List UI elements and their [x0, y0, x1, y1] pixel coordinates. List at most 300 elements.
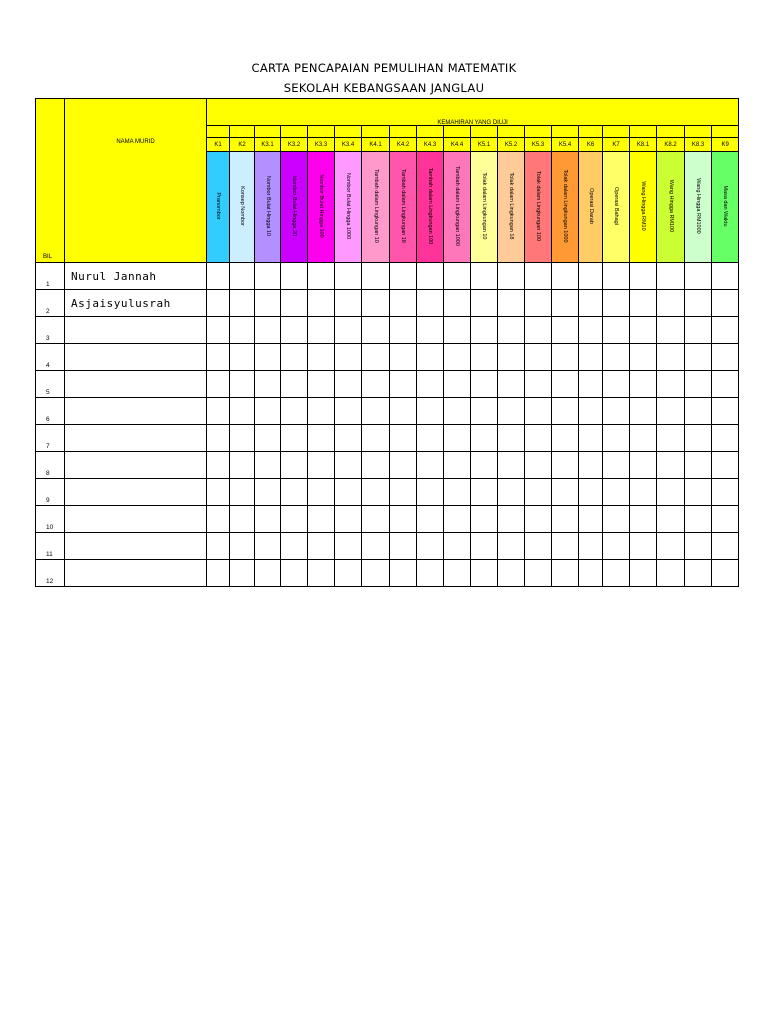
- score-cell[interactable]: [685, 317, 712, 344]
- score-cell[interactable]: [255, 263, 281, 290]
- score-cell[interactable]: [579, 344, 603, 371]
- score-cell[interactable]: [362, 560, 390, 587]
- score-cell[interactable]: [630, 398, 657, 425]
- student-name-cell[interactable]: Nurul Jannah: [65, 263, 207, 290]
- score-cell[interactable]: [603, 533, 630, 560]
- score-cell[interactable]: [207, 425, 230, 452]
- score-cell[interactable]: [657, 425, 685, 452]
- score-cell[interactable]: [207, 560, 230, 587]
- score-cell[interactable]: [712, 371, 739, 398]
- score-cell[interactable]: [712, 290, 739, 317]
- score-cell[interactable]: [712, 317, 739, 344]
- score-cell[interactable]: [335, 290, 362, 317]
- score-cell[interactable]: [444, 560, 471, 587]
- score-cell[interactable]: [712, 560, 739, 587]
- score-cell[interactable]: [255, 425, 281, 452]
- score-cell[interactable]: [471, 344, 498, 371]
- score-cell[interactable]: [308, 560, 335, 587]
- score-cell[interactable]: [657, 398, 685, 425]
- score-cell[interactable]: [255, 290, 281, 317]
- student-name-cell[interactable]: [65, 344, 207, 371]
- score-cell[interactable]: [657, 371, 685, 398]
- score-cell[interactable]: [390, 344, 417, 371]
- score-cell[interactable]: [471, 290, 498, 317]
- table-row: [36, 290, 739, 317]
- skill-label: Operasi Bahagi: [613, 187, 619, 225]
- score-cell[interactable]: [525, 344, 552, 371]
- score-cell[interactable]: [417, 371, 444, 398]
- score-cell[interactable]: [281, 290, 308, 317]
- score-cell[interactable]: [308, 398, 335, 425]
- score-cell[interactable]: [471, 452, 498, 479]
- row-number: 3: [36, 317, 65, 344]
- score-cell[interactable]: [579, 506, 603, 533]
- score-cell[interactable]: [207, 344, 230, 371]
- score-cell[interactable]: [579, 479, 603, 506]
- score-cell[interactable]: [712, 533, 739, 560]
- score-cell[interactable]: [362, 425, 390, 452]
- student-name-cell[interactable]: [65, 398, 207, 425]
- score-cell[interactable]: [281, 344, 308, 371]
- score-cell[interactable]: [579, 452, 603, 479]
- score-cell[interactable]: [308, 533, 335, 560]
- score-cell[interactable]: [685, 479, 712, 506]
- student-name-cell[interactable]: [65, 506, 207, 533]
- score-cell[interactable]: [255, 479, 281, 506]
- score-cell[interactable]: [444, 506, 471, 533]
- skill-code: K3.4: [335, 138, 362, 152]
- score-cell[interactable]: [685, 344, 712, 371]
- skill-code: K5.2: [498, 138, 525, 152]
- score-cell[interactable]: [712, 425, 739, 452]
- skill-code: K6: [579, 138, 603, 152]
- score-cell[interactable]: [230, 533, 255, 560]
- score-cell[interactable]: [552, 263, 579, 290]
- score-cell[interactable]: [712, 263, 739, 290]
- school-name: SEKOLAH KEBANGSAAN JANGLAU: [283, 81, 485, 95]
- score-cell[interactable]: [390, 560, 417, 587]
- score-cell[interactable]: [471, 479, 498, 506]
- score-cell[interactable]: [335, 425, 362, 452]
- score-cell[interactable]: [498, 506, 525, 533]
- score-cell[interactable]: [230, 344, 255, 371]
- score-cell[interactable]: [444, 317, 471, 344]
- score-cell[interactable]: [603, 344, 630, 371]
- score-cell[interactable]: [417, 263, 444, 290]
- score-cell[interactable]: [444, 533, 471, 560]
- score-cell[interactable]: [230, 398, 255, 425]
- score-cell[interactable]: [255, 344, 281, 371]
- skill-label-cell: [390, 152, 417, 263]
- score-cell[interactable]: [471, 425, 498, 452]
- score-cell[interactable]: [230, 560, 255, 587]
- score-cell[interactable]: [207, 263, 230, 290]
- student-name-cell[interactable]: [65, 425, 207, 452]
- student-name-cell[interactable]: Asjaisyulusrah: [65, 290, 207, 317]
- score-cell[interactable]: [603, 452, 630, 479]
- score-cell[interactable]: [471, 263, 498, 290]
- skill-label-cell: [603, 152, 630, 263]
- score-cell[interactable]: [390, 533, 417, 560]
- score-cell[interactable]: [525, 506, 552, 533]
- skill-label: Pranombor: [215, 192, 221, 220]
- score-cell[interactable]: [390, 506, 417, 533]
- skill-label-cell: [630, 152, 657, 263]
- score-cell[interactable]: [308, 371, 335, 398]
- score-cell[interactable]: [255, 452, 281, 479]
- row-number: 2: [36, 290, 65, 317]
- score-cell[interactable]: [603, 290, 630, 317]
- skill-spacer-cell: [685, 126, 712, 138]
- score-cell[interactable]: [552, 317, 579, 344]
- score-cell[interactable]: [308, 344, 335, 371]
- score-cell[interactable]: [552, 452, 579, 479]
- score-cell[interactable]: [657, 452, 685, 479]
- score-cell[interactable]: [657, 317, 685, 344]
- score-cell[interactable]: [335, 317, 362, 344]
- score-cell[interactable]: [390, 479, 417, 506]
- score-cell[interactable]: [255, 317, 281, 344]
- score-cell[interactable]: [417, 533, 444, 560]
- score-cell[interactable]: [207, 290, 230, 317]
- score-cell[interactable]: [335, 506, 362, 533]
- score-cell[interactable]: [657, 506, 685, 533]
- student-name-cell[interactable]: [65, 317, 207, 344]
- score-cell[interactable]: [230, 452, 255, 479]
- score-cell[interactable]: [281, 317, 308, 344]
- score-cell[interactable]: [444, 425, 471, 452]
- score-cell[interactable]: [552, 290, 579, 317]
- score-cell[interactable]: [207, 371, 230, 398]
- score-cell[interactable]: [230, 263, 255, 290]
- score-cell[interactable]: [207, 506, 230, 533]
- skill-code: K4.2: [390, 138, 417, 152]
- score-cell[interactable]: [603, 398, 630, 425]
- row-number: 11: [36, 533, 65, 560]
- score-cell[interactable]: [657, 560, 685, 587]
- skill-label-cell: [207, 152, 230, 263]
- score-cell[interactable]: [603, 506, 630, 533]
- score-cell[interactable]: [230, 506, 255, 533]
- score-cell[interactable]: [255, 506, 281, 533]
- score-cell[interactable]: [498, 452, 525, 479]
- skill-spacer-cell: [603, 126, 630, 138]
- score-cell[interactable]: [417, 425, 444, 452]
- score-cell[interactable]: [657, 290, 685, 317]
- score-cell[interactable]: [281, 506, 308, 533]
- score-cell[interactable]: [630, 344, 657, 371]
- row-number: 7: [36, 425, 65, 452]
- score-cell[interactable]: [230, 425, 255, 452]
- score-cell[interactable]: [335, 263, 362, 290]
- score-cell[interactable]: [630, 317, 657, 344]
- score-cell[interactable]: [498, 263, 525, 290]
- score-cell[interactable]: [471, 398, 498, 425]
- score-cell[interactable]: [444, 398, 471, 425]
- skill-label-cell: [308, 152, 335, 263]
- score-cell[interactable]: [685, 533, 712, 560]
- skill-spacer-cell: [712, 126, 739, 138]
- skill-label: Nombor Bulat Hingga 1000: [345, 172, 351, 240]
- score-cell[interactable]: [444, 371, 471, 398]
- score-cell[interactable]: [308, 506, 335, 533]
- score-cell[interactable]: [335, 452, 362, 479]
- score-cell[interactable]: [579, 371, 603, 398]
- table-row: [36, 506, 739, 533]
- score-cell[interactable]: [417, 290, 444, 317]
- score-cell[interactable]: [390, 290, 417, 317]
- score-cell[interactable]: [417, 479, 444, 506]
- kemahiran-header: [207, 99, 739, 126]
- score-cell[interactable]: [712, 479, 739, 506]
- score-cell[interactable]: [471, 560, 498, 587]
- score-cell[interactable]: [390, 263, 417, 290]
- score-cell[interactable]: [579, 317, 603, 344]
- score-cell[interactable]: [281, 425, 308, 452]
- skill-label-cell: [335, 152, 362, 263]
- score-cell[interactable]: [498, 560, 525, 587]
- score-cell[interactable]: [603, 371, 630, 398]
- score-cell[interactable]: [525, 479, 552, 506]
- score-cell[interactable]: [685, 560, 712, 587]
- score-cell[interactable]: [552, 560, 579, 587]
- score-cell[interactable]: [417, 452, 444, 479]
- score-cell[interactable]: [603, 479, 630, 506]
- score-cell[interactable]: [417, 398, 444, 425]
- score-cell[interactable]: [579, 533, 603, 560]
- score-cell[interactable]: [498, 290, 525, 317]
- score-cell[interactable]: [630, 533, 657, 560]
- score-cell[interactable]: [579, 425, 603, 452]
- score-cell[interactable]: [498, 344, 525, 371]
- score-cell[interactable]: [390, 425, 417, 452]
- skill-code: K3.1: [255, 138, 281, 152]
- score-cell[interactable]: [471, 317, 498, 344]
- score-cell[interactable]: [552, 371, 579, 398]
- score-cell[interactable]: [603, 425, 630, 452]
- score-cell[interactable]: [525, 533, 552, 560]
- score-cell[interactable]: [255, 398, 281, 425]
- score-cell[interactable]: [230, 290, 255, 317]
- score-cell[interactable]: [390, 398, 417, 425]
- score-cell[interactable]: [712, 398, 739, 425]
- score-cell[interactable]: [308, 479, 335, 506]
- score-cell[interactable]: [281, 479, 308, 506]
- score-cell[interactable]: [525, 452, 552, 479]
- score-cell[interactable]: [362, 533, 390, 560]
- score-cell[interactable]: [308, 452, 335, 479]
- score-cell[interactable]: [390, 452, 417, 479]
- score-cell[interactable]: [471, 533, 498, 560]
- score-cell[interactable]: [390, 317, 417, 344]
- score-cell[interactable]: [525, 398, 552, 425]
- score-cell[interactable]: [281, 533, 308, 560]
- score-cell[interactable]: [230, 371, 255, 398]
- bil-header: [36, 99, 65, 263]
- skill-label-cell: [657, 152, 685, 263]
- score-cell[interactable]: [207, 452, 230, 479]
- score-cell[interactable]: [712, 344, 739, 371]
- skill-label-cell: [471, 152, 498, 263]
- score-cell[interactable]: [362, 344, 390, 371]
- score-cell[interactable]: [630, 263, 657, 290]
- score-cell[interactable]: [630, 290, 657, 317]
- score-cell[interactable]: [281, 371, 308, 398]
- skill-spacer-cell: [471, 126, 498, 138]
- score-cell[interactable]: [630, 506, 657, 533]
- score-cell[interactable]: [255, 533, 281, 560]
- skill-spacer-cell: [498, 126, 525, 138]
- score-cell[interactable]: [603, 317, 630, 344]
- score-cell[interactable]: [630, 425, 657, 452]
- score-cell[interactable]: [255, 371, 281, 398]
- score-cell[interactable]: [281, 398, 308, 425]
- score-cell[interactable]: [579, 290, 603, 317]
- score-cell[interactable]: [362, 398, 390, 425]
- score-cell[interactable]: [362, 317, 390, 344]
- score-cell[interactable]: [525, 263, 552, 290]
- score-cell[interactable]: [207, 533, 230, 560]
- score-cell[interactable]: [335, 398, 362, 425]
- score-cell[interactable]: [552, 425, 579, 452]
- score-cell[interactable]: [657, 344, 685, 371]
- score-cell[interactable]: [552, 533, 579, 560]
- skill-label: Operasi Darab: [587, 188, 594, 224]
- score-cell[interactable]: [471, 371, 498, 398]
- score-cell[interactable]: [362, 371, 390, 398]
- score-cell[interactable]: [417, 317, 444, 344]
- score-cell[interactable]: [444, 263, 471, 290]
- score-cell[interactable]: [444, 479, 471, 506]
- score-cell[interactable]: [498, 371, 525, 398]
- score-cell[interactable]: [685, 506, 712, 533]
- skill-label: Nombor Bulat Hingga 100: [318, 174, 324, 238]
- score-cell[interactable]: [498, 425, 525, 452]
- score-cell[interactable]: [579, 560, 603, 587]
- score-cell[interactable]: [630, 371, 657, 398]
- score-cell[interactable]: [230, 479, 255, 506]
- kemahiran-label: KEMAHIRAN YANG DIUJI: [437, 120, 508, 126]
- score-cell[interactable]: [657, 263, 685, 290]
- score-cell[interactable]: [657, 479, 685, 506]
- score-cell[interactable]: [603, 560, 630, 587]
- skill-spacer-cell: [630, 126, 657, 138]
- score-cell[interactable]: [281, 560, 308, 587]
- skill-label: Masa dan Waktu: [722, 185, 729, 227]
- student-name-cell[interactable]: [65, 533, 207, 560]
- student-name-cell[interactable]: [65, 452, 207, 479]
- score-cell[interactable]: [552, 398, 579, 425]
- score-cell[interactable]: [444, 290, 471, 317]
- score-cell[interactable]: [335, 344, 362, 371]
- score-cell[interactable]: [685, 263, 712, 290]
- score-cell[interactable]: [552, 344, 579, 371]
- score-cell[interactable]: [685, 452, 712, 479]
- score-cell[interactable]: [207, 398, 230, 425]
- skill-code: K1: [207, 138, 230, 152]
- skill-code: K4.4: [444, 138, 471, 152]
- score-cell[interactable]: [255, 560, 281, 587]
- table-row: [36, 371, 739, 398]
- score-cell[interactable]: [498, 317, 525, 344]
- score-cell[interactable]: [579, 263, 603, 290]
- score-cell[interactable]: [579, 398, 603, 425]
- skill-label: Tambah dalam Lingkungan 18: [400, 169, 406, 243]
- score-cell[interactable]: [362, 263, 390, 290]
- score-cell[interactable]: [444, 452, 471, 479]
- score-cell[interactable]: [335, 371, 362, 398]
- score-cell[interactable]: [712, 452, 739, 479]
- score-cell[interactable]: [685, 371, 712, 398]
- table-row: [36, 425, 739, 452]
- score-cell[interactable]: [281, 263, 308, 290]
- score-cell[interactable]: [525, 317, 552, 344]
- score-cell[interactable]: [552, 506, 579, 533]
- nama-murid-header: [65, 99, 207, 263]
- score-cell[interactable]: [308, 317, 335, 344]
- student-name-cell[interactable]: [65, 560, 207, 587]
- score-cell[interactable]: [230, 317, 255, 344]
- score-cell[interactable]: [335, 479, 362, 506]
- score-cell[interactable]: [390, 371, 417, 398]
- score-cell[interactable]: [308, 290, 335, 317]
- score-cell[interactable]: [630, 479, 657, 506]
- score-cell[interactable]: [471, 506, 498, 533]
- skill-spacer-cell: [390, 126, 417, 138]
- score-cell[interactable]: [498, 398, 525, 425]
- score-cell[interactable]: [685, 425, 712, 452]
- score-cell[interactable]: [335, 560, 362, 587]
- skill-spacer-cell: [281, 126, 308, 138]
- score-cell[interactable]: [281, 452, 308, 479]
- score-cell[interactable]: [308, 425, 335, 452]
- score-cell[interactable]: [308, 263, 335, 290]
- score-cell[interactable]: [525, 290, 552, 317]
- score-cell[interactable]: [417, 560, 444, 587]
- score-cell[interactable]: [525, 560, 552, 587]
- skill-code: K3.2: [281, 138, 308, 152]
- score-cell[interactable]: [630, 452, 657, 479]
- score-cell[interactable]: [498, 479, 525, 506]
- score-cell[interactable]: [603, 263, 630, 290]
- row-number: 9: [36, 479, 65, 506]
- score-cell[interactable]: [657, 533, 685, 560]
- score-cell[interactable]: [685, 398, 712, 425]
- score-cell[interactable]: [712, 506, 739, 533]
- score-cell[interactable]: [362, 452, 390, 479]
- skill-code: K5.1: [471, 138, 498, 152]
- score-cell[interactable]: [444, 344, 471, 371]
- score-cell[interactable]: [498, 533, 525, 560]
- score-cell[interactable]: [525, 425, 552, 452]
- score-cell[interactable]: [207, 479, 230, 506]
- score-cell[interactable]: [630, 560, 657, 587]
- student-name-cell[interactable]: [65, 371, 207, 398]
- student-name-cell[interactable]: [65, 479, 207, 506]
- score-cell[interactable]: [362, 479, 390, 506]
- score-cell[interactable]: [417, 506, 444, 533]
- score-cell[interactable]: [362, 290, 390, 317]
- score-cell[interactable]: [525, 371, 552, 398]
- score-cell[interactable]: [685, 290, 712, 317]
- score-cell[interactable]: [417, 344, 444, 371]
- score-cell[interactable]: [207, 317, 230, 344]
- score-cell[interactable]: [362, 506, 390, 533]
- score-cell[interactable]: [335, 533, 362, 560]
- table-row: [36, 263, 739, 290]
- row-number: 8: [36, 452, 65, 479]
- score-cell[interactable]: [552, 479, 579, 506]
